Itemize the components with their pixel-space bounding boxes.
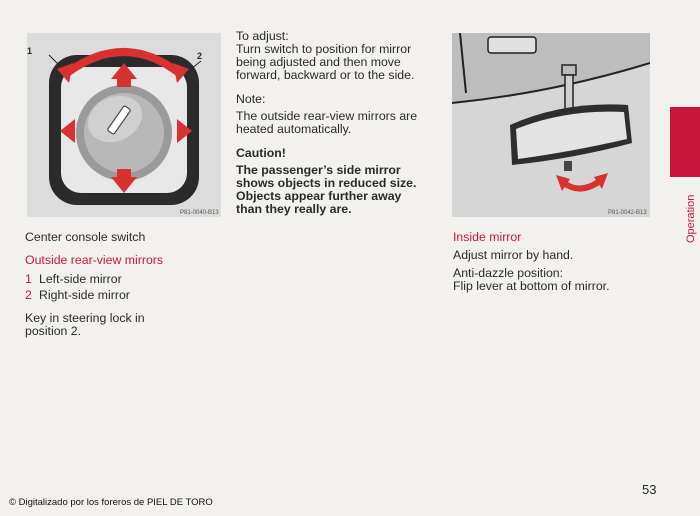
caution-line: shows objects in reduced size.: [236, 176, 417, 190]
figure-caption: Center console switch: [25, 230, 146, 244]
inside-mirror-figure: [452, 33, 650, 217]
caution-line: Objects appear further away: [236, 189, 402, 203]
footer-credit: © Digitalizado por los foreros de PIEL DE TORO: [9, 497, 213, 508]
inside-mirror-line-3: Flip lever at bottom of mirror.: [453, 279, 610, 293]
list-item-number: 1: [25, 272, 32, 286]
page-number: 53: [642, 482, 657, 497]
caution-block: [236, 147, 446, 216]
adjust-line: being adjusted and then move: [236, 55, 401, 69]
callout-1: 1: [27, 46, 33, 56]
inside-mirror-line-2: Anti-dazzle position:: [453, 266, 564, 280]
adjust-line: forward, backward or to the side.: [236, 68, 415, 82]
note-block: [236, 93, 441, 136]
callout-2: 2: [197, 51, 203, 61]
caution-line: than they really are.: [236, 202, 352, 216]
key-note-line-1: Key in steering lock in: [25, 311, 145, 325]
note-heading: Note:: [236, 92, 266, 106]
figure-code-left: P81-0040-B13: [180, 210, 219, 216]
list-item-label: Left-side mirror: [39, 272, 122, 286]
list-item-label: Right-side mirror: [39, 288, 130, 302]
section-tab-label: Operation: [685, 194, 697, 243]
section-title-inside-mirror: Inside mirror: [453, 230, 522, 244]
inside-mirror-line-1: Adjust mirror by hand.: [453, 248, 574, 262]
caution-heading: Caution!: [236, 146, 286, 160]
note-line: The outside rear-view mirrors are: [236, 109, 418, 123]
caution-line: The passenger’s side mirror: [236, 163, 401, 177]
console-switch-figure: [27, 33, 221, 217]
mirror-switch-positions-list: [25, 273, 130, 302]
adjust-instructions: [236, 30, 441, 82]
adjust-line: Turn switch to position for mirror: [236, 42, 412, 56]
figure-code-right: P81-0042-B13: [608, 210, 647, 216]
list-item: [25, 273, 130, 286]
list-item: [25, 289, 130, 302]
adjust-heading: To adjust:: [236, 29, 289, 43]
key-note-line-2: position 2.: [25, 324, 82, 338]
section-tab: [670, 107, 700, 177]
note-line: heated automatically.: [236, 122, 352, 136]
list-item-number: 2: [25, 288, 32, 302]
section-title-outside-mirrors: Outside rear-view mirrors: [25, 253, 164, 267]
